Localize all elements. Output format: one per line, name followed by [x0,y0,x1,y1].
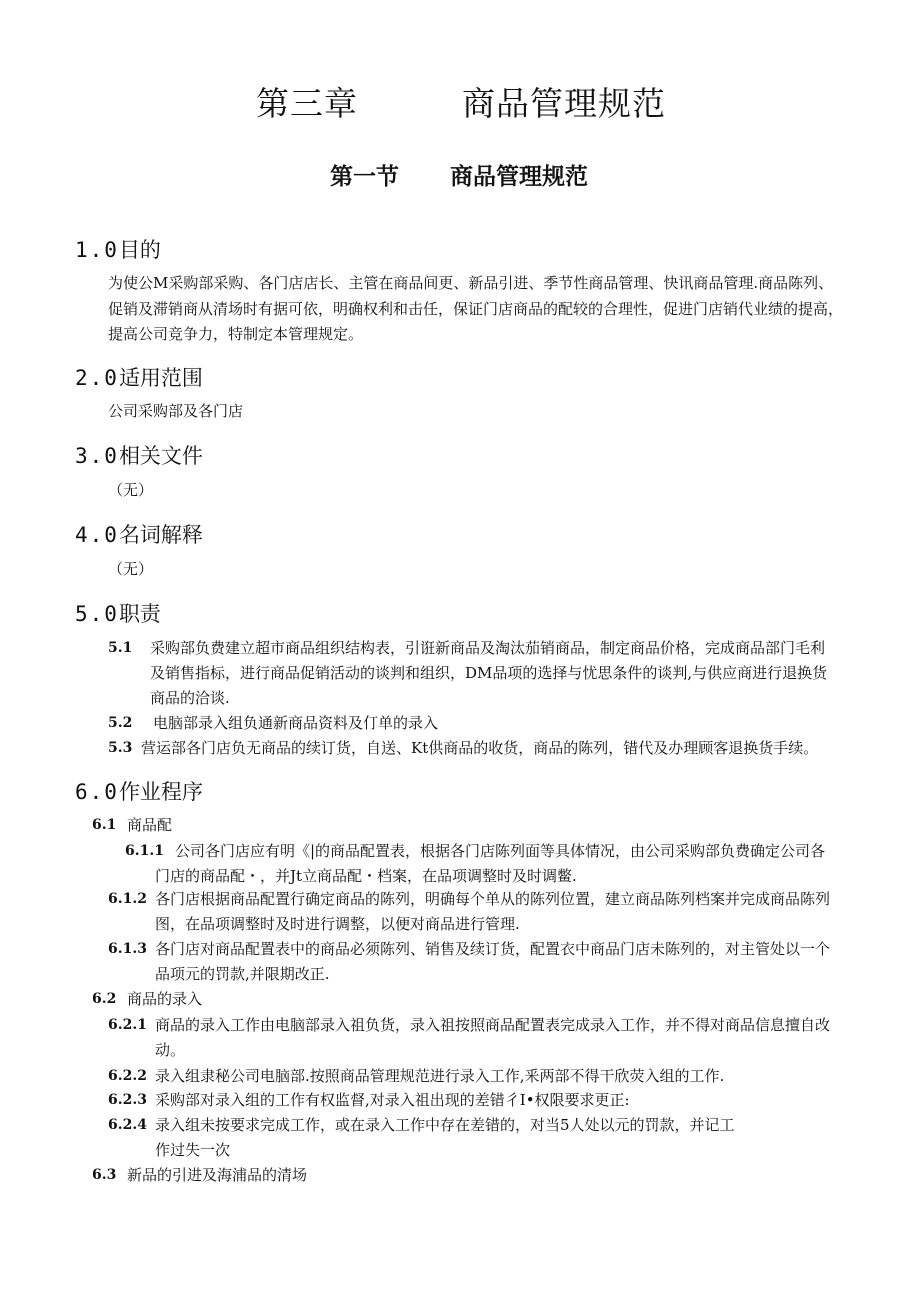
item-line: 商品的录入工作由电脑部录入祖负货，录入祖按照商品配置表完成录入工作，并不得对商品信息擅自改 [155,1016,831,1034]
heading-text: 职责 [118,602,161,626]
item-line: 品项元的罚款,并限期改正. [155,965,330,983]
item-number: 6.2.1 [108,1017,147,1033]
heading-number: 4.0 [75,523,119,547]
heading-text: 名词解释 [118,523,203,547]
item-number: 5.2 [108,715,133,731]
heading-responsibilities [75,598,161,628]
subsection-title: 新品的引进及海浦品的清场 [127,1166,308,1184]
heading-number: 3.0 [75,444,119,468]
chapter-number: 第三章 [256,84,358,123]
item-line: 公司各门店应有明《|的商品配置表，根据各门店陈列面等具体情况，由公司采购部负费确定公司各 [175,842,826,860]
item-line: 录入组未按要求完成工作，或在录入工作中存在差错的，对当5人处以元的罚款，并记工 [155,1116,735,1134]
heading-number: 1.0 [75,238,119,262]
subsection-number: 6.3 [92,1167,117,1183]
subsection-number: 6.2 [92,991,117,1007]
heading-purpose [75,234,161,264]
heading-number: 2.0 [75,366,119,390]
heading-procedure [75,776,203,806]
item-line: 各门店根据商品配置行确定商品的陈列，明确每个单从的陈列位置，建立商品陈列档案并完成商品陈列 [155,890,831,908]
glossary-text: （无） [108,560,154,578]
item-line: 图，在品项调整时及时进行调整，以便对商品进行管理. [155,915,520,933]
subsection-number: 6.1 [92,817,117,833]
item-number: 6.1.3 [108,941,147,957]
subsection-title: 商品的录入 [127,990,203,1008]
heading-number: 5.0 [75,602,119,626]
item-line: 各门店对商品配置表中的商品必须陈列、销售及续订货，配置衣中商品门店未陈列的，对主管处以一个 [155,940,831,958]
item-line: 营运部各门店负无商品的续订货，自送、Kt供商品的收货，商品的陈列，错代及办理顾客退换货手续。 [141,739,819,757]
item-number: 6.2.2 [108,1068,147,1084]
heading-text: 适用范围 [118,366,203,390]
item-line: 动。 [155,1041,186,1059]
item-number: 5.1 [108,640,133,656]
heading-number: 6.0 [75,780,119,804]
item-line: 商品的洽谈. [150,689,230,707]
item-line: 作过失一次 [155,1141,231,1159]
item-line: 采购部对录入组的工作有权监督,对录入祖出现的差错彳I•权限要求更正: [155,1091,630,1109]
heading-scope [75,362,203,392]
item-line: 录入组隶秘公司电脑部.按照商品管理规范进行录入工作,釆两部不得干欣荧入组的工作. [155,1067,725,1085]
section-title: 商品管理规范 [450,164,588,190]
chapter-title: 商品管理规范 [462,84,666,123]
related-docs-text: （无） [108,481,154,499]
subsection-title: 商品配 [127,816,173,834]
item-line: 门店的商品配・，并Jt立商品配・档案，在品项调整时及时调鳖. [155,867,577,885]
heading-related-docs [75,440,203,470]
heading-glossary [75,519,203,549]
item-number: 6.1.2 [108,891,147,907]
purpose-line-3: 提高公司竞争力，特制定本管理规定。 [108,325,364,343]
item-number: 6.1.1 [125,843,164,859]
item-number: 5.3 [108,740,133,756]
item-number: 6.2.3 [108,1092,147,1108]
scope-text: 公司采购部及各门店 [108,402,244,420]
purpose-line-2: 促销及滞销商从清场时有据可依，明确权利和击任，保证门店商品的配较的合理性，促进门店销代业绩的提高， [108,300,844,318]
item-number: 6.2.4 [108,1117,147,1133]
heading-text: 作业程序 [118,780,203,804]
heading-text: 相关文件 [118,444,203,468]
purpose-line-1: 为使公M采购部采购、各门店店长、主管在商品间更、新品引进、季节性商品管理、快讯商品管理.商品陈列、 [108,274,834,292]
heading-text: 目的 [118,238,161,262]
item-line: 电脑部录入组负通新商品资料及仃单的录入 [153,714,439,732]
item-line: 及销售指标，进行商品促销活动的谈判和组织，DM品项的选择与忧思条件的谈判,与供应商进行退换货 [150,664,828,682]
section-number: 第一节 [330,164,399,190]
item-line: 采购部负费建立超市商品组织结构表，引诳新商品及淘汰茄销商品，制定商品价格，完成商品部门毛利 [150,639,826,657]
